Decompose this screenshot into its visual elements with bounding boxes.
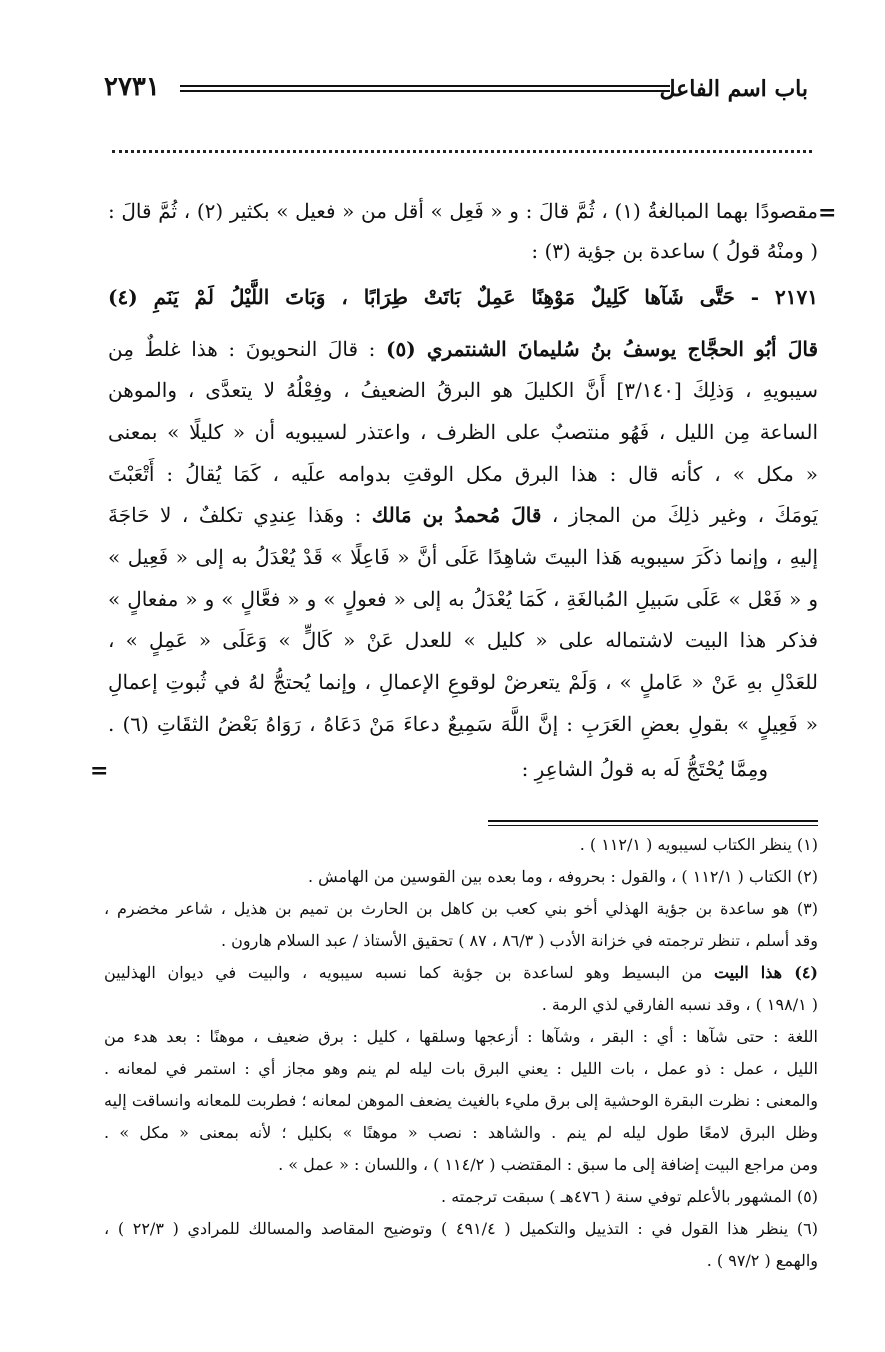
footnote-4-line-2: ( ١٩٨/١ ) ، وقد نسبه الفارقي لذي الرمة . (541, 995, 818, 1014)
quoted-author: قالَ أبُو الحجَّاج يوسفُ بنُ سُليمانَ الشنتمري (٥) (386, 337, 818, 361)
footnote-3-line-2: وقد أسلم ، تنظر ترجمته في خزانة الأدب ( ٨٦/٣ ، ٨٧ ) تحقيق الأستاذ / عبد السلام هارون . (220, 931, 818, 950)
page-number: ٢٧٣١ (104, 72, 160, 102)
body-line-1: مقصودًا بهما المبالغةُ (١) ، ثُمَّ قالَ : و « فَعِل » أقل من « فعيل » بكثير (٢) ، ثُمَّ قالَ : (108, 199, 818, 223)
footnote-4-lead: (٤) هذا البيت (713, 963, 818, 982)
body-line-8 (108, 496, 818, 534)
footnote-2: (٢) الكتاب ( ١١٢/١ ) ، والقول : بحروفه ، وما بعده بين القوسين من الهامش . (307, 867, 818, 886)
body-line-2: ( ومنْهُ قولُ ) ساعدة بن جؤية (٣) : (531, 239, 818, 263)
footnote-4-line-1-rest: من البسيط وهو لساعدة بن جؤبة كما نسبه سيبويه ، والبيت في ديوان الهذليين (104, 963, 714, 982)
footnote-4-line-3: اللغة : حتى شآها : أي : البقر ، وشآها : أزعجها وسلقها ، كليل : برق ضعيف ، موهنًا : بعد هدء من (104, 1027, 818, 1046)
body-line-11: فذكر هذا البيت لاشتماله على « كليل » للعدل عَنْ « كَالٍّ » وَعَلَى « عَمِلٍ » ، (108, 628, 818, 652)
verse-line: ٢١٧١ - حَتَّى شَآها كَلِيلٌ مَوْهِنًا عَمِلٌ بَاتَتْ طِرَابًا ، وَبَاتَ اللَّيْلُ لَمْ يَنَمِ (٤) (108, 285, 818, 309)
footnote-1: (١) ينظر الكتاب لسيبويه ( ١١٢/١ ) . (579, 835, 818, 854)
body-line-5: سيبويهِ ، وَذلِكَ [٣/١٤٠] أَنَّ الكليلَ هو البرقُ الضعيفُ ، وفِعْلُهُ لا يتعدَّى ، والموهن (108, 378, 818, 402)
body-line-13: « فَعِيلٍ » بقولِ بعضِ العَرَبِ : إنَّ اللَّهَ سَمِيعٌ دعاءَ مَنْ دَعَاهُ ، رَوَاهُ بَعْضُ الثقَاتِ (٦) . (108, 712, 818, 736)
continuation-mark-out: = (90, 758, 109, 784)
running-header (104, 70, 808, 110)
body-line-7: « مكل » ، كأنه قال : هذا البرق مكل الوقتِ بدوامه علَيه ، كَمَا يُقالُ : أَتْعَبْتَ (108, 462, 818, 486)
footnote-4-line-5: والمعنى : نظرت البقرة الوحشية إلى برق مليء بالغيث يضعف الموهن لمعانه ؛ فطربت للمعانه وانساقت إليه (104, 1091, 818, 1110)
body-line-8-b: : وهَذا عِندِي تكلفٌ ، لا حَاجَةَ (108, 503, 372, 527)
body-line-14: ومِمَّا يُحْتَجُّ لَه به قولُ الشاعِرِ : (521, 757, 768, 781)
body-line-8-a: يَومَكَ ، وغير ذلِكَ من المجاز ، (541, 503, 818, 527)
body-line-9: إليهِ ، وإنما ذكَرَ سيبويه هَذا البيتَ شاهِدًا عَلَى أنَّ « فَاعِلًا » قَدْ يُعْدَلُ به إلى « فَعِيل » (108, 545, 818, 569)
footnote-rule (488, 820, 818, 826)
body-line-4-rest: : قالَ النحويونَ : هذا غلطٌ مِن (108, 337, 387, 361)
footnote-4-line-4: الليل ، عمل : ذو عمل ، بات الليل : يعني البرق بات ليله لم ينم وهو مجاز أي : استمر في لمعانه . (104, 1059, 818, 1078)
header-rule (180, 85, 670, 92)
footnote-5: (٥) المشهور بالأعلم توفي سنة ( ٤٧٦هـ ) سبقت ترجمته . (441, 1187, 818, 1206)
footnote-6-line-2: والهمع ( ٩٧/٢ ) . (706, 1251, 818, 1270)
footnote-4-line-6: وظل البرق لامعًا طول ليله لم ينم . والشاهد : نصب « موهنًا » بكليل ؛ لأنه بمعنى « مكل » . (104, 1123, 818, 1142)
body-line-4 (108, 330, 818, 368)
footnote-4-line-1 (104, 958, 818, 988)
footnote-3-line-1: (٣) هو ساعدة بن جؤية الهذلي أخو بني كعب بن كاهل بن الحارث بن تميم بن هذيل ، شاعر مخضرم ، (104, 899, 818, 918)
footnote-6-line-1: (٦) ينظر هذا القول في : التذييل والتكميل ( ٤٩١/٤ ) وتوضيح المقاصد والمسالك للمرادي ( ٢٢/٣ ) ، (104, 1219, 818, 1238)
dotted-separator (112, 150, 812, 153)
footnote-4-line-7: ومن مراجع البيت إضافة إلى ما سبق : المقتضب ( ١١٤/٢ ) ، واللسان : « عمل » . (278, 1155, 818, 1174)
quoted-author-2: قالَ مُحمدُ بن مَالك (371, 503, 542, 527)
chapter-title: باب اسم الفاعل (659, 76, 808, 102)
body-line-10: و « فَعْل » عَلَى سَبيلِ المُبالغَةِ ، كَمَا يُعْدَلُ به إلى « فعولٍ » و « فعَّالٍ » و « مفعالٍ » (108, 587, 818, 611)
body-line-12: للعَدْلِ بهِ عَنْ « عَاملٍ » ، وَلَمْ يتعرضْ لوقوعِ الإعمالِ ، وإنما يُحتجُّ لهُ في ثُبوتِ إعمالِ (108, 670, 818, 694)
body-line-6: الساعة مِن الليل ، فَهُو منتصبٌ على الظرف ، واعتذر لسيبويه أن « كليلًا » بمعنى (108, 420, 818, 444)
continuation-mark-in: = (818, 200, 837, 226)
